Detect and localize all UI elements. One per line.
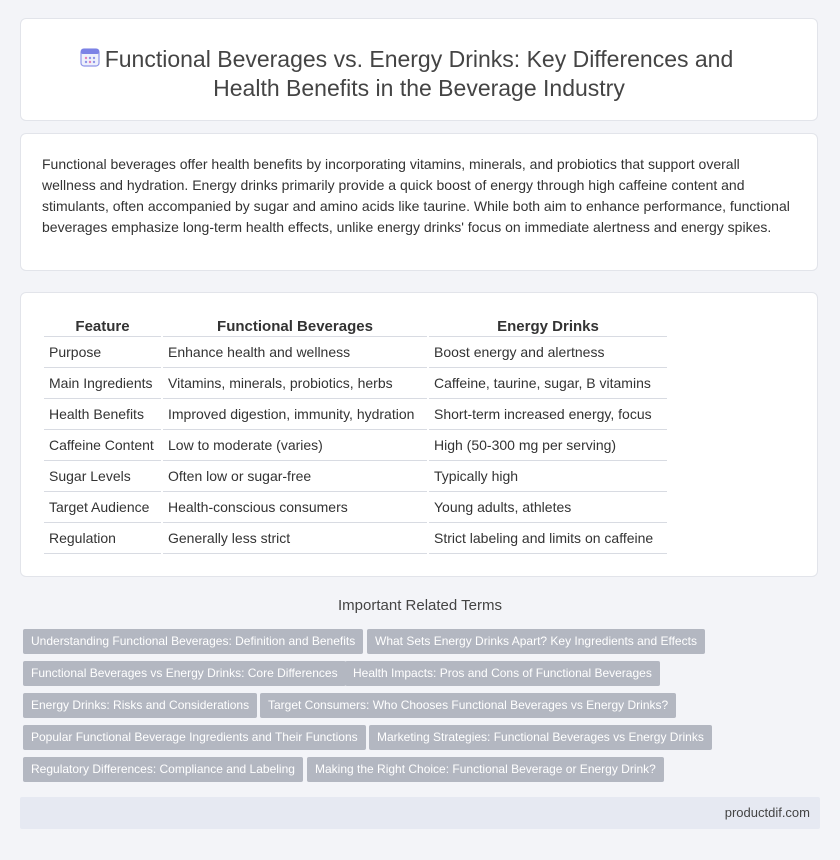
table-cell: Short-term increased energy, focus: [429, 399, 667, 430]
table-row: [44, 399, 667, 430]
column-header: Functional Beverages: [163, 315, 427, 337]
table-cell: Strict labeling and limits on caffeine: [429, 523, 667, 554]
table-cell: Purpose: [44, 337, 161, 368]
related-terms-title: Important Related Terms: [338, 597, 502, 614]
comparison-table: [42, 315, 669, 554]
footer: [20, 797, 820, 829]
related-term-tag[interactable]: Target Consumers: Who Chooses Functional Beverages vs Energy Drinks?: [260, 693, 676, 718]
table-cell: Caffeine Content: [44, 430, 161, 461]
table-row: [44, 523, 667, 554]
related-term-tag[interactable]: Making the Right Choice: Functional Beverage or Energy Drink?: [307, 757, 664, 782]
page-title-line2: Health Benefits in the Beverage Industry: [213, 75, 625, 101]
intro-paragraph: Functional beverages offer health benefits by incorporating vitamins, minerals, and probiotics that support overall wellness and hydration. Energy drinks primarily provide a quick boost of energy through high caffeine content and stimulants, often accompanied by sugar and amino acids like taurine. While both aim to enhance performance, functional beverages emphasize long-term health effects, unlike energy drinks' focus on immediate alertness and energy spikes.: [42, 156, 790, 235]
column-header: Energy Drinks: [429, 315, 667, 337]
table-cell: Health-conscious consumers: [163, 492, 427, 523]
table-row: [44, 368, 667, 399]
table-row: [44, 461, 667, 492]
page-title-line1: Functional Beverages vs. Energy Drinks: Key Differences and: [104, 46, 734, 72]
table-cell: Caffeine, taurine, sugar, B vitamins: [429, 368, 667, 399]
related-term-tag[interactable]: Health Impacts: Pros and Cons of Functional Beverages: [345, 661, 660, 686]
related-term-tag[interactable]: Marketing Strategies: Functional Beverages vs Energy Drinks: [369, 725, 712, 750]
header-card: [20, 18, 818, 121]
footer-site-link[interactable]: productdif.com: [724, 805, 810, 820]
table-cell: High (50-300 mg per serving): [429, 430, 667, 461]
table-cell: Main Ingredients: [44, 368, 161, 399]
related-term-tag[interactable]: What Sets Energy Drinks Apart? Key Ingredients and Effects: [367, 629, 705, 654]
table-cell: Boost energy and alertness: [429, 337, 667, 368]
table-cell: Regulation: [44, 523, 161, 554]
comparison-card: [20, 292, 818, 577]
related-term-tag[interactable]: Understanding Functional Beverages: Definition and Benefits: [23, 629, 363, 654]
related-term-tag[interactable]: Regulatory Differences: Compliance and Labeling: [23, 757, 303, 782]
intro-card: [20, 133, 818, 271]
related-term-tag[interactable]: Energy Drinks: Risks and Considerations: [23, 693, 257, 718]
related-term-tag[interactable]: Functional Beverages vs Energy Drinks: Core Differences: [23, 661, 346, 686]
related-term-tag[interactable]: Popular Functional Beverage Ingredients and Their Functions: [23, 725, 366, 750]
table-cell: Health Benefits: [44, 399, 161, 430]
table-cell: Enhance health and wellness: [163, 337, 427, 368]
page-title: [21, 45, 817, 103]
table-cell: Sugar Levels: [44, 461, 161, 492]
table-cell: Improved digestion, immunity, hydration: [163, 399, 427, 430]
table-row: [44, 337, 667, 368]
table-row: [44, 430, 667, 461]
table-cell: Young adults, athletes: [429, 492, 667, 523]
table-cell: Often low or sugar-free: [163, 461, 427, 492]
table-cell: Low to moderate (varies): [163, 430, 427, 461]
table-cell: Vitamins, minerals, probiotics, herbs: [163, 368, 427, 399]
table-cell: Typically high: [429, 461, 667, 492]
table-cell: Generally less strict: [163, 523, 427, 554]
table-cell: Target Audience: [44, 492, 161, 523]
table-header-row: [44, 315, 667, 337]
table-row: [44, 492, 667, 523]
column-header: Feature: [44, 315, 161, 337]
